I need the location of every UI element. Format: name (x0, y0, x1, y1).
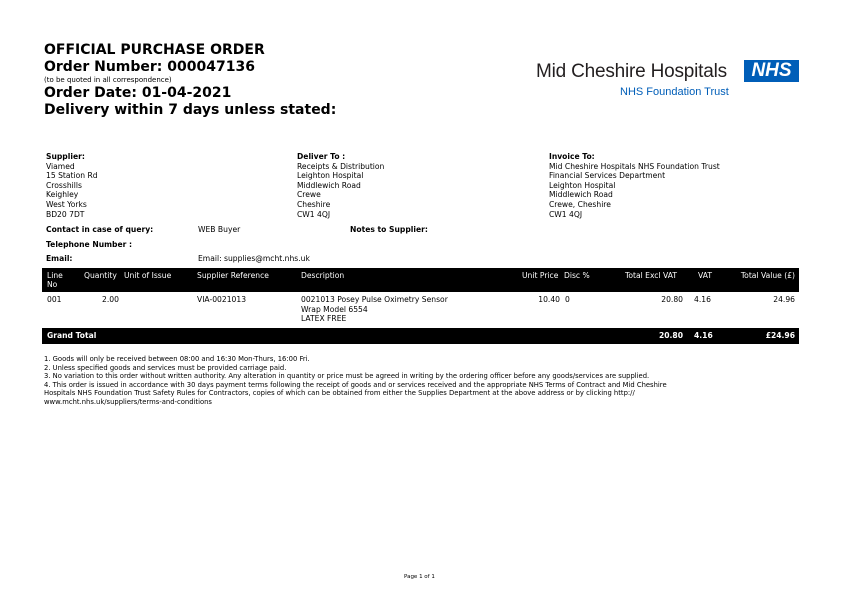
term-line: www.mcht.nhs.uk/suppliers/terms-and-conditions (44, 397, 212, 406)
grand-total-vat: 4.16 (694, 331, 713, 340)
invoice-to-label: Invoice To: (549, 152, 595, 161)
supplier-label: Supplier: (46, 152, 85, 161)
deliver-to-line: Middlewich Road (297, 180, 361, 190)
invoice-to-block (549, 152, 720, 219)
quote-note: (to be quoted in all correspondence) (44, 76, 172, 84)
invoice-to-line: Financial Services Department (549, 171, 666, 181)
grand-total-value: £24.96 (765, 331, 795, 340)
term-line: Hospitals NHS Foundation Trust Safety Rules for Contractors, copies of which can be obtained from either the Supplies Department at the above address or by clicking http:// (44, 389, 635, 398)
supplier-line: Crosshills (46, 180, 82, 190)
deliver-to-line: Cheshire (297, 199, 331, 209)
table-row (42, 294, 799, 326)
header-line: Line (47, 271, 63, 280)
email-value: Email: supplies@mcht.nhs.uk (198, 254, 310, 263)
document-title: OFFICIAL PURCHASE ORDER (44, 42, 265, 58)
supplier-block (46, 152, 98, 219)
deliver-to-line: Leighton Hospital (297, 171, 364, 181)
contact-label: Contact in case of query: (46, 225, 154, 234)
header-total-value: Total Value (£) (740, 271, 795, 280)
deliver-to-line: CW1 4QJ (297, 209, 331, 219)
deliver-to-line: Crewe (297, 190, 321, 200)
page-number: Page 1 of 1 (404, 574, 435, 580)
cell-vat: 4.16 (694, 295, 711, 304)
logo-org-name: Mid Cheshire Hospitals (536, 61, 727, 82)
table-header (42, 268, 799, 292)
cell-disc: 0 (565, 295, 570, 304)
grand-total-bar (42, 328, 799, 344)
supplier-line: BD20 7DT (46, 209, 85, 219)
cell-supplier-reference: VIA-0021013 (197, 295, 247, 304)
supplier-line: Keighley (46, 190, 79, 200)
term-line: 2. Unless specified goods and services must be provided carriage paid. (44, 363, 287, 372)
header-supplier-reference: Supplier Reference (197, 271, 269, 280)
notes-label: Notes to Supplier: (350, 225, 428, 234)
invoice-to-line: CW1 4QJ (549, 209, 583, 219)
delivery-terms: Delivery within 7 days unless stated: (44, 102, 337, 118)
contact-value: WEB Buyer (198, 225, 241, 234)
term-line: 1. Goods will only be received between 08:00 and 16:30 Mon-Thurs, 16:00 Fri. (44, 355, 310, 363)
header-vat: VAT (698, 271, 712, 280)
cell-unit-price: 10.40 (538, 295, 560, 304)
header-unit-of-issue: Unit of Issue (124, 271, 172, 280)
nhs-badge: NHS (744, 60, 799, 82)
header-unit-price: Unit Price (522, 271, 559, 280)
logo-trust-name: NHS Foundation Trust (620, 86, 729, 98)
cell-total-excl-vat: 20.80 (661, 295, 683, 304)
cell-quantity: 2.00 (102, 295, 119, 304)
invoice-to-line: Mid Cheshire Hospitals NHS Foundation Trust (549, 161, 720, 171)
invoice-to-line: Leighton Hospital (549, 180, 616, 190)
cell-total-value: 24.96 (773, 295, 795, 304)
supplier-line: 15 Station Rd (46, 171, 98, 181)
email-label: Email: (46, 254, 73, 263)
order-number: Order Number: 000047136 (44, 59, 255, 75)
term-line: 4. This order is issued in accordance with 30 days payment terms following the receipt of goods and or services received and the appropriate NHS Terms of Contract and Mid Cheshire (44, 380, 667, 389)
header-disc: Disc % (564, 271, 590, 280)
cell-description-line: LATEX FREE (301, 314, 347, 324)
invoice-to-line: Crewe, Cheshire (549, 199, 611, 209)
deliver-to-label: Deliver To : (297, 152, 346, 161)
nhs-logo (536, 58, 800, 102)
telephone-label: Telephone Number : (46, 240, 133, 249)
supplier-line: Viamed (46, 161, 75, 171)
term-line: 3. No variation to this order without written authority. Any alteration in quantity or price must be agreed in writing by the ordering officer before any goods/services are supplied. (44, 372, 650, 381)
header-quantity: Quantity (84, 271, 117, 280)
order-date: Order Date: 01-04-2021 (44, 85, 232, 101)
cell-description-line: 0021013 Posey Pulse Oximetry Sensor (301, 295, 448, 304)
header-total-excl-vat: Total Excl VAT (625, 271, 677, 280)
header-no: No (47, 280, 58, 289)
terms-and-conditions (44, 355, 667, 407)
supplier-line: West Yorks (46, 199, 87, 209)
deliver-to-block (297, 152, 384, 219)
cell-line: 001 (47, 295, 62, 304)
grand-total-excl-vat: 20.80 (658, 331, 683, 340)
deliver-to-line: Receipts & Distribution (297, 161, 385, 171)
invoice-to-line: Middlewich Road (549, 190, 613, 200)
header-description: Description (301, 271, 345, 280)
grand-total-label: Grand Total (47, 331, 97, 340)
cell-description-line: Wrap Model 6554 (301, 304, 368, 314)
